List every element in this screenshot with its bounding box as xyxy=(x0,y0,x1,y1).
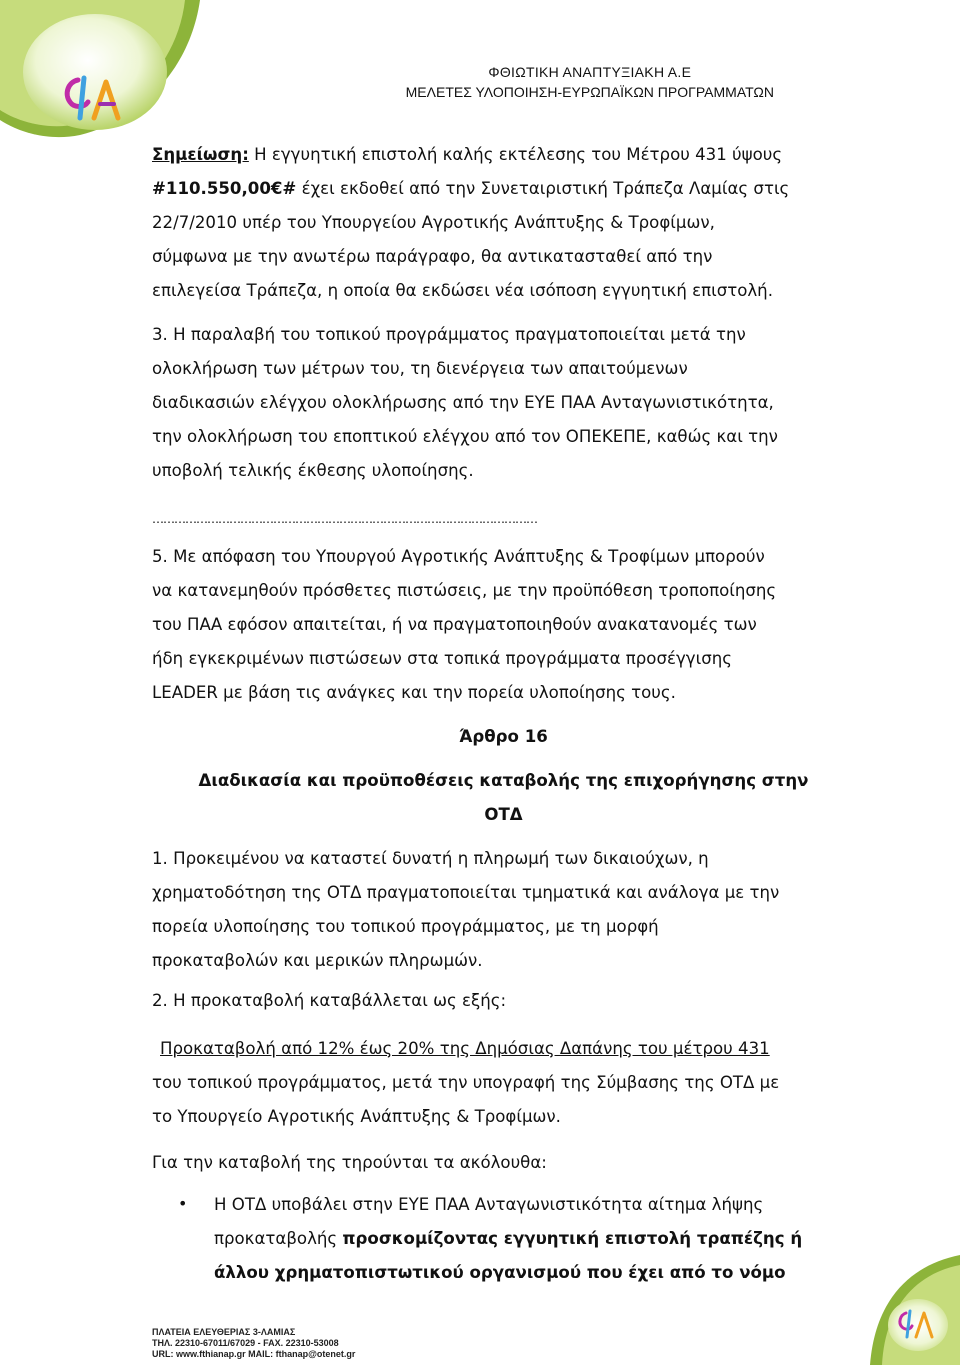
paragraph-3 xyxy=(152,318,855,488)
advance-block xyxy=(152,1032,855,1134)
paragraph-2: 2. Η προκαταβολή καταβάλλεται ως εξής: xyxy=(152,991,507,1010)
footer-address: ΠΛΑΤΕΙΑ ΕΛΕΥΘΕΡΙΑΣ 3-ΛΑΜΙΑΣ xyxy=(152,1327,296,1337)
p5-line: ήδη εγκεκριμένων πιστώσεων στα τοπικά προγράμματα προσέγγισης xyxy=(152,649,732,668)
note-line4: σύμφωνα με την ανωτέρω παράγραφο, θα αντικατασταθεί από την xyxy=(152,247,713,266)
advance-underlined: Προκαταβολή από 12% έως 20% της Δημόσιας Δαπάνης του μέτρου 431 xyxy=(160,1039,770,1058)
p3-line: ολοκλήρωση των μέτρων του, τη διενέργεια των απαιτούμενων xyxy=(152,359,688,378)
p1-line: 1. Προκειμένου να καταστεί δυνατή η πληρωμή των δικαιούχων, η xyxy=(152,849,709,868)
note-line2: έχει εκδοθεί από την Συνεταιριστική Τράπεζα Λαμίας στις xyxy=(296,179,790,198)
paragraph-5 xyxy=(152,540,855,710)
bullet-item xyxy=(214,1188,854,1290)
bullet-dot: • xyxy=(178,1194,188,1213)
article-number: Άρθρο 16 xyxy=(459,727,548,746)
article-title xyxy=(152,764,855,832)
bullet-line2-bold: προσκομίζοντας εγγυητική επιστολή τραπέζης ή xyxy=(342,1229,803,1248)
p5-line: 5. Με απόφαση του Υπουργού Αγροτικής Ανάπτυξης & Τροφίμων μπορούν xyxy=(152,547,765,566)
p1-line: προκαταβολών και μερικών πληρωμών. xyxy=(152,951,483,970)
ellipsis-separator: …………………………………………………………………………………………… xyxy=(152,512,537,526)
article-title-line1: Διαδικασία και προϋποθέσεις καταβολής της επιχορήγησης στην xyxy=(198,771,809,790)
footer-web: URL: www.fthianap.gr MAIL: fthanap@otenet.gr xyxy=(152,1349,356,1359)
article-title-line2: ΟΤΔ xyxy=(484,805,523,824)
p1-line: πορεία υλοποίησης του τοπικού προγράμματος, με τη μορφή xyxy=(152,917,659,936)
company-name: ΦΘΙΩΤΙΚΗ ΑΝΑΠΤΥΞΙΑΚΗ Α.Ε xyxy=(488,64,692,80)
note-label: Σημείωση: xyxy=(152,145,249,164)
bullet-line1: Η ΟΤΔ υποβάλει στην ΕΥΕ ΠΑΑ Ανταγωνιστικότητα αίτημα λήψης xyxy=(214,1195,764,1214)
advance-line2: του τοπικού προγράμματος, μετά την υπογραφή της Σύμβασης της ΟΤΔ με xyxy=(152,1073,780,1092)
company-subtitle: ΜΕΛΕΤΕΣ ΥΛΟΠΟΙΗΣΗ-ΕΥΡΩΠΑΪΚΩΝ ΠΡΟΓΡΑΜΜΑΤΩΝ xyxy=(405,84,774,100)
conditions-intro: Για την καταβολή της τηρούνται τα ακόλουθα: xyxy=(152,1153,547,1172)
corner-decoration-bottom xyxy=(840,1255,960,1365)
footer xyxy=(152,1327,355,1360)
p5-line: LEADER με βάση τις ανάγκες και την πορεία υλοποίησης τους. xyxy=(152,683,676,702)
bullet-line2-plain: προκαταβολής xyxy=(214,1229,343,1248)
company-logo xyxy=(60,72,132,124)
note-block xyxy=(152,138,855,308)
advance-line3: το Υπουργείο Αγροτικής Ανάπτυξης & Τροφίμων. xyxy=(152,1107,561,1126)
letterhead xyxy=(406,62,774,102)
footer-phone: ΤΗΛ. 22310-67011/67029 - FAX. 22310-53008 xyxy=(152,1338,339,1348)
p3-line: την ολοκλήρωση του εποπτικού ελέγχου από τον ΟΠΕΚΕΠΕ, καθώς και την xyxy=(152,427,778,446)
guarantee-amount: #110.550,00€# xyxy=(152,179,297,198)
p5-line: να κατανεμηθούν πρόσθετες πιστώσεις, με την προϋπόθεση τροποποίησης xyxy=(152,581,777,600)
note-line1: Η εγγυητική επιστολή καλής εκτέλεσης του Μέτρου 431 ύψους xyxy=(248,145,783,164)
note-line3: 22/7/2010 υπέρ του Υπουργείου Αγροτικής Ανάπτυξης & Τροφίμων, xyxy=(152,213,715,232)
note-line5: επιλεγείσα Τράπεζα, η οποία θα εκδώσει νέα ισόποση εγγυητική επιστολή. xyxy=(152,281,773,300)
paragraph-1 xyxy=(152,842,855,978)
p5-line: του ΠΑΑ εφόσον απαιτείται, ή να πραγματοποιηθούν ανακατανομές των xyxy=(152,615,757,634)
p1-line: χρηματοδότηση της ΟΤΔ πραγματοποιείται τμηματικά και ανάλογα με την xyxy=(152,883,780,902)
p3-line: διαδικασιών ελέγχου ολοκλήρωσης από την ΕΥΕ ΠΑΑ Ανταγωνιστικότητα, xyxy=(152,393,774,412)
p3-line: υποβολή τελικής έκθεσης υλοποίησης. xyxy=(152,461,474,480)
p3-line: 3. Η παραλαβή του τοπικού προγράμματος πραγματοποιείται μετά την xyxy=(152,325,746,344)
bullet-line3: άλλου χρηματοπιστωτικού οργανισμού που έχει από το νόμο xyxy=(214,1263,786,1282)
